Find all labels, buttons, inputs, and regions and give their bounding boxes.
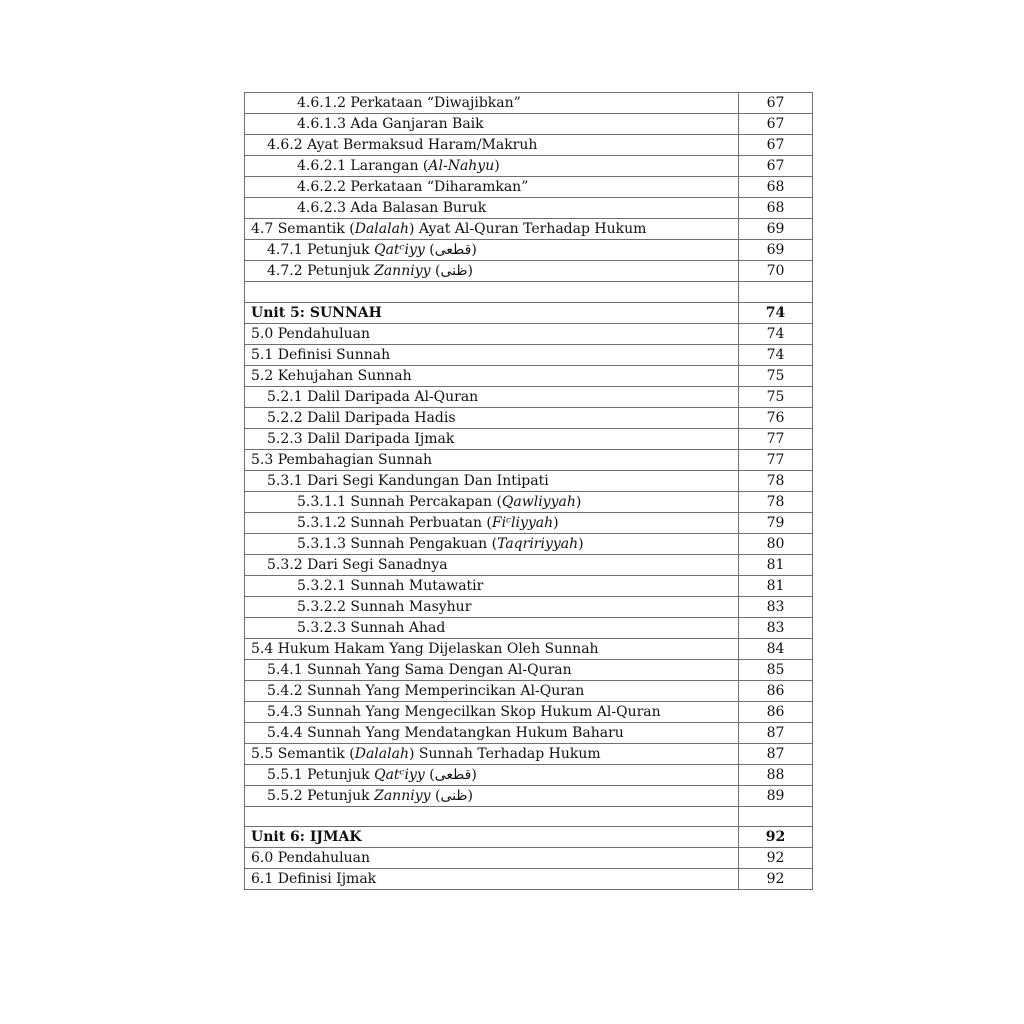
toc-page-number: 88	[739, 764, 813, 785]
toc-entry-italic-term: Qawliyyah	[501, 493, 576, 510]
toc-entry-text-suffix: (ظنى)	[430, 263, 473, 279]
toc-entry-title	[245, 680, 739, 701]
toc-entry-title	[245, 869, 739, 890]
toc-entry-text: 4.7.1 Petunjuk	[267, 242, 375, 258]
toc-row	[245, 177, 813, 198]
toc-row	[245, 323, 813, 344]
toc-unit-heading-row	[245, 302, 813, 323]
toc-row	[245, 198, 813, 219]
toc-spacer-row	[245, 282, 813, 303]
toc-entry-title	[245, 722, 739, 743]
toc-entry-title	[245, 827, 739, 848]
toc-body	[245, 93, 813, 890]
toc-page-number: 78	[739, 491, 813, 512]
toc-page-number: 70	[739, 261, 813, 282]
toc-unit-heading-row	[245, 827, 813, 848]
toc-page-number: 87	[739, 722, 813, 743]
toc-entry-text: 5.4 Hukum Hakam Yang Dijelaskan Oleh Sunnah	[251, 640, 599, 657]
toc-entry-text: 5.0 Pendahuluan	[251, 325, 371, 342]
toc-entry-text: 4.6.1.3 Ada Ganjaran Baik	[297, 116, 484, 132]
toc-entry-text: 5.2.2 Dalil Daripada Hadis	[267, 409, 456, 426]
toc-entry-text-suffix: )	[553, 514, 559, 531]
toc-entry-title	[245, 764, 739, 785]
toc-entry-text: 5.2 Kehujahan Sunnah	[251, 367, 412, 384]
toc-entry-title	[245, 554, 739, 575]
toc-entry-title	[245, 261, 739, 282]
toc-entry-text: 5.3 Pembahagian Sunnah	[251, 451, 432, 468]
toc-row	[245, 764, 813, 785]
toc-row	[245, 701, 813, 722]
toc-entry-title	[245, 638, 739, 659]
toc-entry-italic-term: Qatᶜiyy	[374, 242, 425, 258]
toc-entry-text-suffix: (قطعى)	[424, 766, 477, 783]
toc-page-number	[739, 806, 813, 827]
toc-entry-text: 5.3.1.2 Sunnah Perbuatan (	[297, 514, 492, 531]
toc-entry-text: Unit 6: IJMAK	[251, 829, 362, 846]
toc-entry-text: 4.6.2.3 Ada Balasan Buruk	[297, 200, 487, 216]
toc-entry-text: 5.5.2 Petunjuk	[267, 787, 375, 804]
toc-page-number: 92	[739, 848, 813, 869]
toc-page-number: 78	[739, 470, 813, 491]
toc-entry-text: 4.6.2.2 Perkataan “Diharamkan”	[297, 179, 529, 195]
toc-entry-text: 5.5.1 Petunjuk	[267, 766, 375, 783]
toc-row	[245, 114, 813, 135]
toc-entry-title	[245, 323, 739, 344]
toc-entry-title	[245, 533, 739, 554]
toc-row	[245, 449, 813, 470]
toc-entry-title	[245, 470, 739, 491]
toc-row	[245, 848, 813, 869]
toc-entry-text: 5.5 Semantik (	[251, 745, 355, 762]
toc-entry-title	[245, 219, 739, 240]
toc-entry-text: 5.2.1 Dalil Daripada Al-Quran	[267, 388, 479, 405]
toc-page-number: 74	[739, 344, 813, 365]
toc-entry-text-suffix: )	[494, 158, 500, 174]
toc-page-number: 84	[739, 638, 813, 659]
toc-entry-text: 5.3.1.3 Sunnah Pengakuan (	[297, 535, 498, 552]
toc-entry-text: Unit 5: SUNNAH	[251, 304, 382, 321]
toc-row	[245, 344, 813, 365]
toc-row	[245, 869, 813, 890]
toc-page-number: 68	[739, 198, 813, 219]
toc-entry-text: 4.6.2.1 Larangan (	[297, 158, 429, 174]
toc-entry-title	[245, 240, 739, 261]
toc-entry-text: 5.3.2 Dari Segi Sanadnya	[267, 556, 448, 573]
toc-entry-title	[245, 428, 739, 449]
toc-row	[245, 533, 813, 554]
toc-row	[245, 365, 813, 386]
toc-entry-text: 5.4.1 Sunnah Yang Sama Dengan Al-Quran	[267, 661, 572, 678]
toc-row	[245, 617, 813, 638]
toc-entry-text: 5.3.2.1 Sunnah Mutawatir	[297, 577, 484, 594]
toc-entry-text: 5.1 Definisi Sunnah	[251, 346, 391, 363]
toc-page-number: 69	[739, 240, 813, 261]
toc-page-number: 92	[739, 869, 813, 890]
toc-entry-italic-term: Dalalah	[354, 745, 409, 762]
toc-entry-title	[245, 282, 739, 303]
toc-entry-title	[245, 806, 739, 827]
toc-entry-text: 5.3.1 Dari Segi Kandungan Dan Intipati	[267, 472, 549, 489]
toc-entry-title	[245, 114, 739, 135]
toc-row	[245, 491, 813, 512]
toc-entry-italic-term: Al-Nahyu	[428, 158, 495, 174]
toc-row	[245, 386, 813, 407]
toc-entry-text: 5.3.2.3 Sunnah Ahad	[297, 619, 446, 636]
toc-entry-text: 4.7.2 Petunjuk	[267, 263, 375, 279]
toc-row	[245, 93, 813, 114]
toc-entry-title	[245, 617, 739, 638]
toc-row	[245, 470, 813, 491]
toc-page-number: 80	[739, 533, 813, 554]
toc-entry-text: 6.0 Pendahuluan	[251, 850, 371, 867]
toc-entry-title	[245, 407, 739, 428]
toc-row	[245, 680, 813, 701]
toc-row	[245, 240, 813, 261]
toc-page-number: 83	[739, 617, 813, 638]
toc-page-number: 77	[739, 449, 813, 470]
toc-row	[245, 554, 813, 575]
toc-entry-text: 5.4.4 Sunnah Yang Mendatangkan Hukum Baharu	[267, 724, 624, 741]
toc-entry-title	[245, 743, 739, 764]
toc-entry-title	[245, 659, 739, 680]
toc-entry-text-suffix: )	[578, 535, 584, 552]
toc-page-number: 74	[739, 323, 813, 344]
toc-entry-text: 4.7 Semantik (	[251, 221, 355, 237]
toc-entry-text-suffix: )	[575, 493, 582, 510]
toc-entry-title	[245, 701, 739, 722]
toc-row	[245, 638, 813, 659]
toc-entry-text: 4.6.2 Ayat Bermaksud Haram/Makruh	[267, 137, 538, 153]
toc-row	[245, 512, 813, 533]
toc-row	[245, 785, 813, 806]
toc-row	[245, 135, 813, 156]
toc-entry-title	[245, 302, 739, 323]
toc-entry-title	[245, 135, 739, 156]
toc-page-number: 89	[739, 785, 813, 806]
toc-entry-text: 5.4.3 Sunnah Yang Mengecilkan Skop Hukum Al-Quran	[267, 703, 661, 720]
toc-entry-title	[245, 449, 739, 470]
toc-page-number: 87	[739, 743, 813, 764]
toc-entry-text: 5.4.2 Sunnah Yang Memperincikan Al-Quran	[267, 682, 585, 699]
toc-entry-text-suffix: (قطعى)	[424, 242, 477, 258]
toc-row	[245, 575, 813, 596]
toc-row	[245, 659, 813, 680]
toc-page-number: 86	[739, 680, 813, 701]
toc-row	[245, 261, 813, 282]
toc-entry-title	[245, 365, 739, 386]
toc-page-number: 77	[739, 428, 813, 449]
toc-page-number: 74	[739, 302, 813, 323]
toc-entry-italic-term: Fiᶜliyyah	[491, 514, 554, 531]
toc-page-number: 67	[739, 93, 813, 114]
toc-entry-text-suffix: (ظنى)	[430, 787, 473, 804]
toc-page-number: 69	[739, 219, 813, 240]
toc-page-number: 92	[739, 827, 813, 848]
toc-entry-title	[245, 344, 739, 365]
toc-row	[245, 743, 813, 764]
table-of-contents	[244, 92, 813, 890]
toc-entry-text-suffix: ) Ayat Al-Quran Terhadap Hukum	[408, 221, 647, 237]
toc-entry-italic-term: Qatᶜiyy	[374, 766, 425, 783]
toc-entry-title	[245, 93, 739, 114]
toc-row	[245, 722, 813, 743]
toc-page-number	[739, 282, 813, 303]
toc-page-number: 76	[739, 407, 813, 428]
toc-row	[245, 156, 813, 177]
toc-page-number: 86	[739, 701, 813, 722]
toc-entry-italic-term: Zanniyy	[374, 263, 431, 279]
toc-row	[245, 596, 813, 617]
toc-entry-title	[245, 198, 739, 219]
toc-page-number: 67	[739, 114, 813, 135]
toc-entry-title	[245, 386, 739, 407]
toc-entry-title	[245, 785, 739, 806]
toc-page-number: 85	[739, 659, 813, 680]
toc-entry-title	[245, 512, 739, 533]
toc-entry-title	[245, 156, 739, 177]
toc-page-number: 67	[739, 135, 813, 156]
toc-entry-title	[245, 848, 739, 869]
toc-entry-italic-term: Dalalah	[354, 221, 409, 237]
toc-page-number: 75	[739, 365, 813, 386]
toc-page-number: 67	[739, 156, 813, 177]
toc-entry-italic-term: Taqririyyah	[497, 535, 579, 552]
toc-spacer-row	[245, 806, 813, 827]
toc-entry-italic-term: Zanniyy	[374, 787, 431, 804]
toc-page-number: 83	[739, 596, 813, 617]
toc-page-number: 68	[739, 177, 813, 198]
toc-entry-title	[245, 575, 739, 596]
toc-entry-text: 5.3.1.1 Sunnah Percakapan (	[297, 493, 502, 510]
toc-entry-text-suffix: ) Sunnah Terhadap Hukum	[408, 745, 601, 762]
toc-entry-title	[245, 177, 739, 198]
toc-entry-text: 6.1 Definisi Ijmak	[251, 871, 377, 888]
toc-page-number: 81	[739, 575, 813, 596]
toc-page-number: 75	[739, 386, 813, 407]
toc-entry-title	[245, 596, 739, 617]
toc-row	[245, 219, 813, 240]
toc-page-number: 81	[739, 554, 813, 575]
toc-entry-text: 4.6.1.2 Perkataan “Diwajibkan”	[297, 95, 521, 111]
toc-page-number: 79	[739, 512, 813, 533]
toc-entry-title	[245, 491, 739, 512]
toc-row	[245, 428, 813, 449]
toc-entry-text: 5.2.3 Dalil Daripada Ijmak	[267, 430, 455, 447]
toc-row	[245, 407, 813, 428]
toc-entry-text: 5.3.2.2 Sunnah Masyhur	[297, 598, 472, 615]
